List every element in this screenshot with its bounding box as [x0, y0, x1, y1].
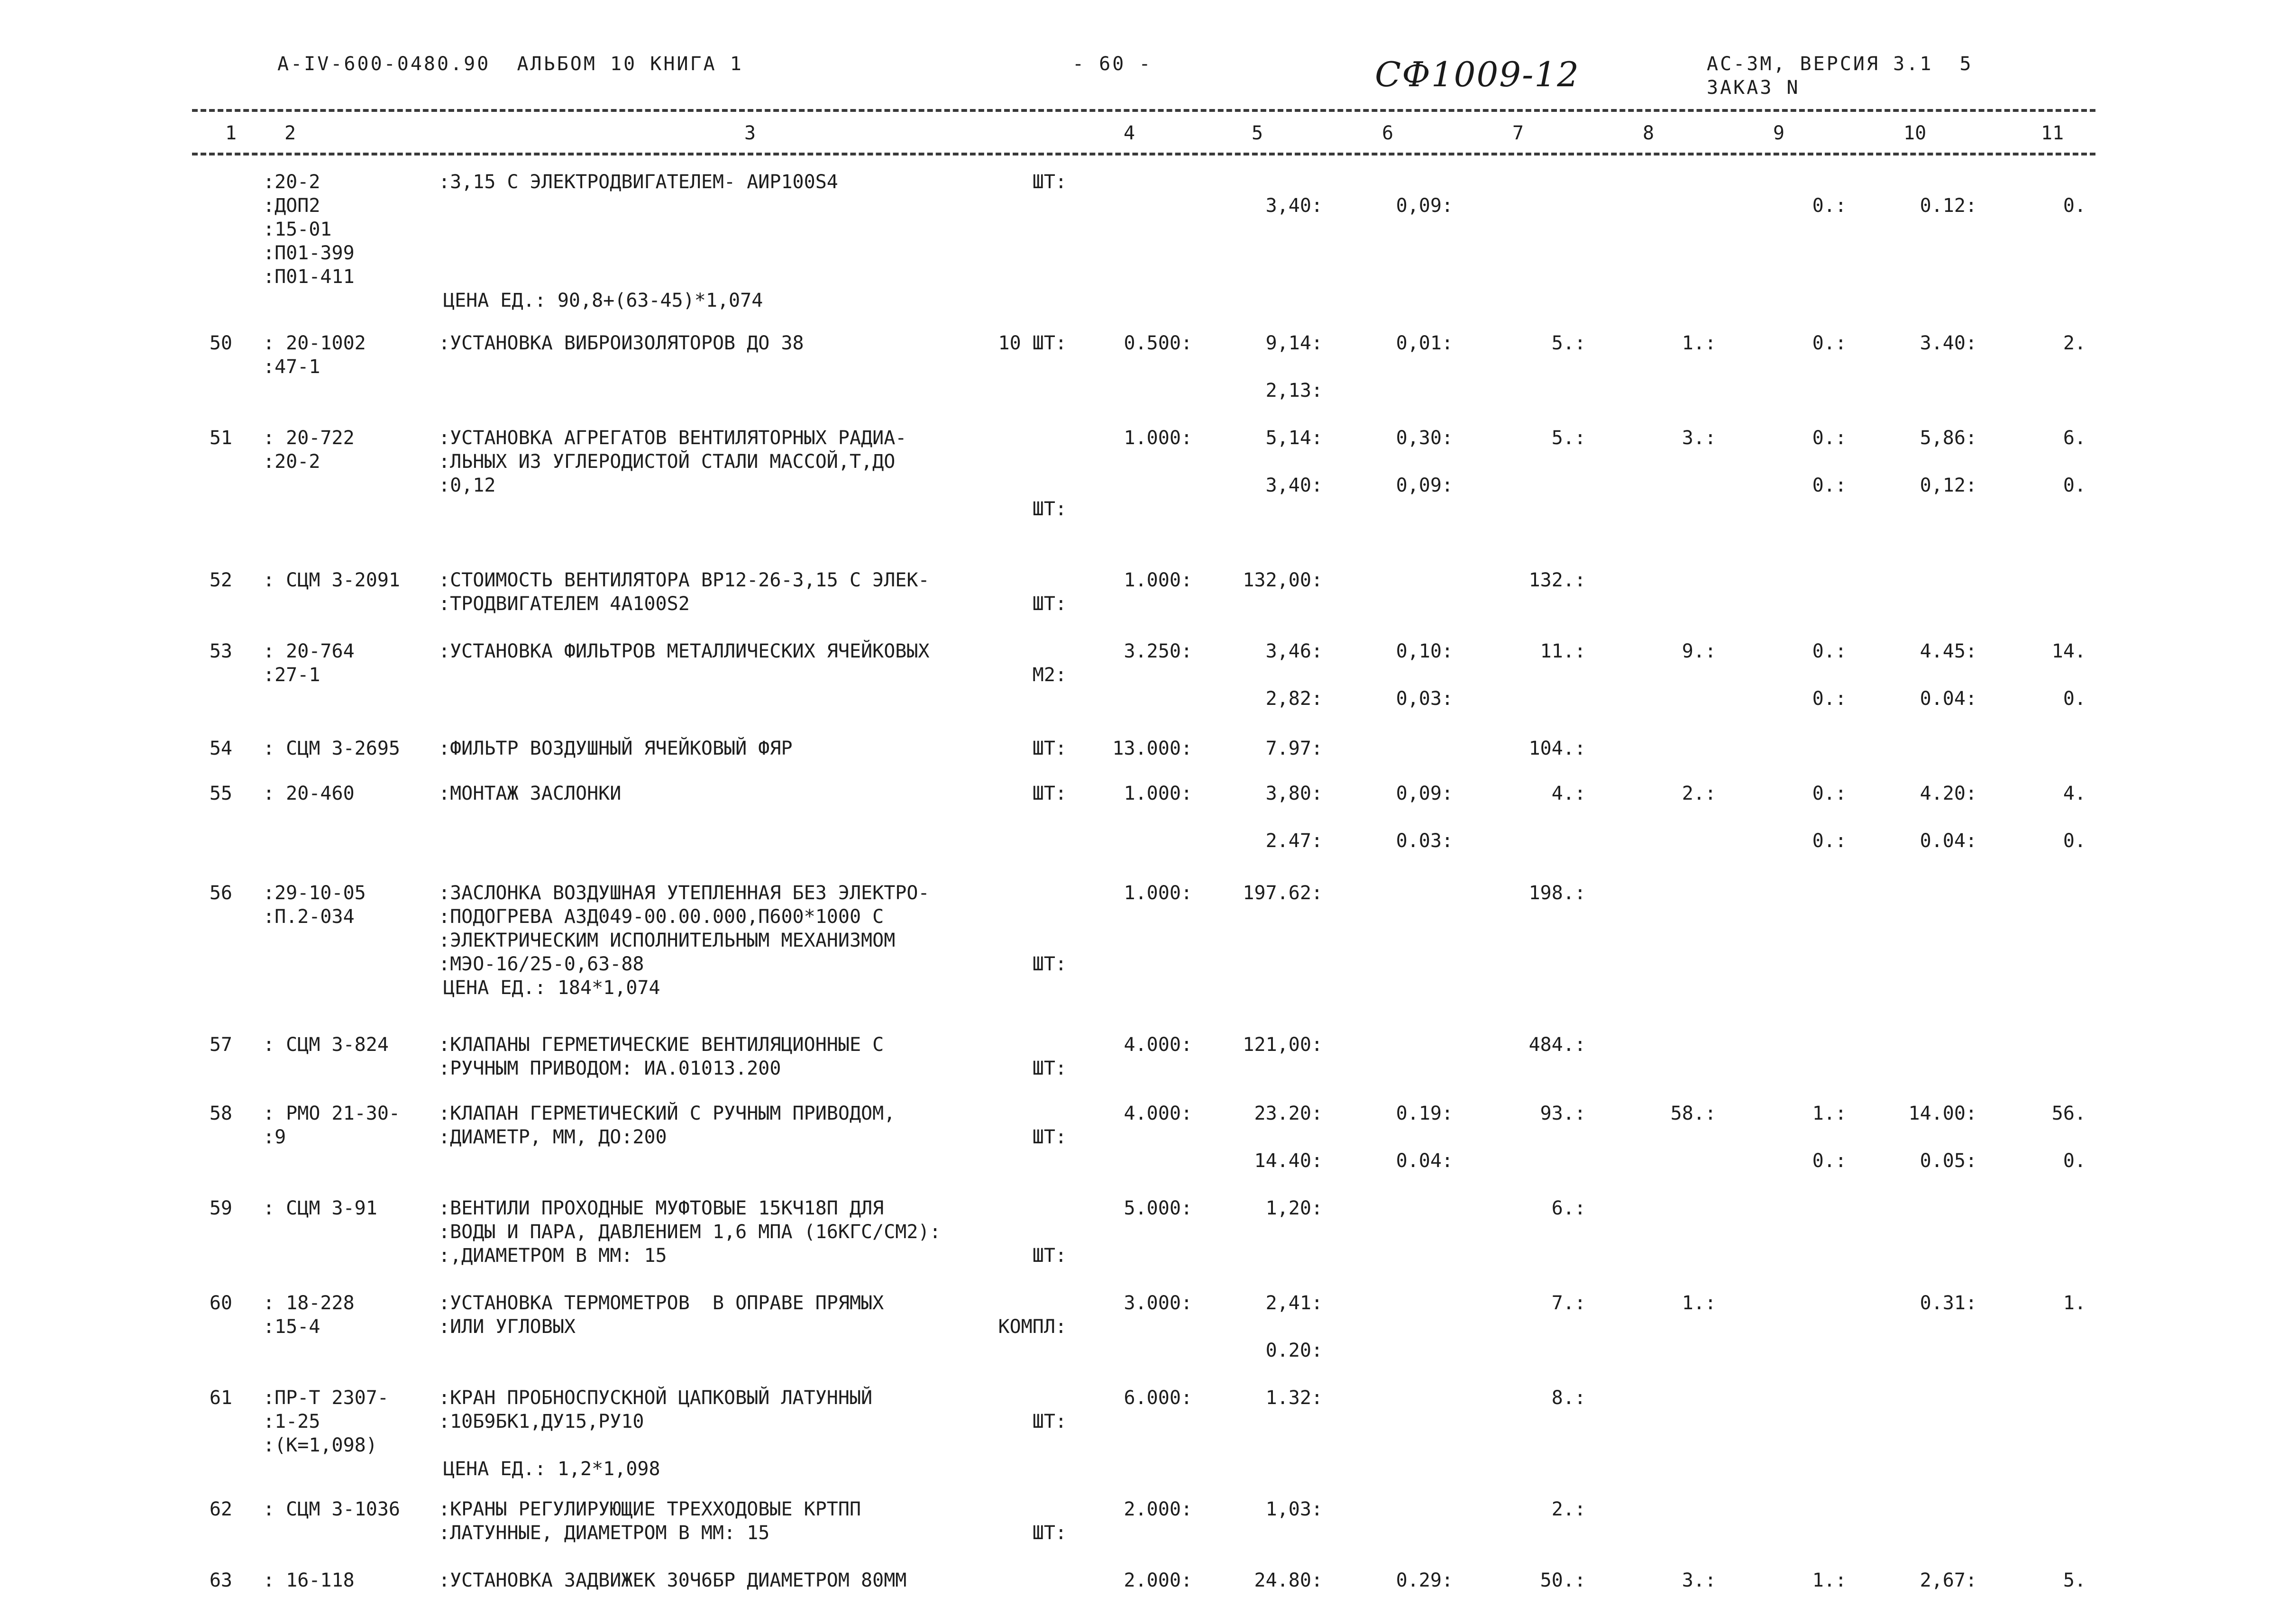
row-number: 60 [209, 1292, 232, 1314]
unit-cost: 24.80: [1254, 1569, 1323, 1591]
norm-code: : РМО 21-30- [263, 1103, 400, 1124]
column-number-5: 5 [1252, 122, 1263, 144]
unit-cost: 5,14: [1265, 427, 1323, 449]
norm-code: :15-01 [263, 219, 332, 240]
unit-cost: 1,03: [1265, 1498, 1323, 1520]
work-description: :ВОДЫ И ПАРА, ДАВЛЕНИЕМ 1,6 МПА (16КГС/СМ2): [439, 1221, 941, 1243]
norm-code: :47-1 [263, 356, 320, 378]
work-description: :0,12 [439, 474, 496, 496]
sub-machine-cost: 0.: [1812, 474, 1847, 496]
handwritten-code: СФ1009-12 [1375, 55, 1580, 94]
work-description: :ЛЬНЫХ ИЗ УГЛЕРОДИСТОЙ СТАЛИ МАССОЙ,Т,ДО [439, 451, 896, 473]
unit-of-measure: ШТ: [1032, 498, 1067, 520]
norm-code: : 18-228 [263, 1292, 355, 1314]
work-description: :КЛАПАНЫ ГЕРМЕТИЧЕСКИЕ ВЕНТИЛЯЦИОННЫЕ С [439, 1034, 884, 1056]
work-description: :ТРОДВИГАТЕЛЕМ 4А100S2 [439, 593, 690, 615]
column-number-11: 11 [2041, 122, 2064, 144]
column-number-6: 6 [1382, 122, 1394, 144]
row-number: 55 [209, 783, 232, 804]
norm-code: :П01-399 [263, 242, 355, 264]
unit-of-measure: ШТ: [1032, 1245, 1067, 1267]
total-cost: 50.: [1540, 1569, 1586, 1591]
total-labor: 4. [2063, 783, 2086, 804]
total-labor: 5. [2063, 1569, 2086, 1591]
row-number: 62 [209, 1498, 232, 1520]
machine-cost: 0.: [1812, 783, 1847, 804]
total-cost: 6.: [1551, 1197, 1586, 1219]
total-cost: 5.: [1551, 427, 1586, 449]
sub-unit-cost: 14.40: [1254, 1150, 1323, 1172]
unit-of-measure: 10 ШТ: [998, 332, 1067, 354]
work-description: :СТОИМОСТЬ ВЕНТИЛЯТОРА ВР12-26-3,15 С ЭЛЕК- [439, 569, 930, 591]
sub-total-labor: 0. [2063, 830, 2086, 852]
norm-code: :9 [263, 1126, 286, 1148]
unit-of-measure: ШТ: [1032, 171, 1067, 193]
unit-price-note: ЦЕНА ЕД.: 184*1,074 [443, 977, 660, 999]
norm-code: :П01-411 [263, 266, 355, 288]
labor-hours: 2,67: [1920, 1569, 1977, 1591]
work-description: :МОНТАЖ ЗАСЛОНКИ [439, 783, 622, 804]
sub-total-labor: 0. [2063, 1150, 2086, 1172]
sub-labor-hours: 0.04: [1920, 830, 1977, 852]
sub-labor-hours: 0,12: [1920, 474, 1977, 496]
unit-cost: 23.20: [1254, 1103, 1323, 1124]
sub-unit-cost: 3,40: [1265, 195, 1323, 217]
quantity: 1.000: [1124, 882, 1192, 904]
quantity: 1.000: [1124, 569, 1192, 591]
total-labor: 6. [2063, 427, 2086, 449]
total-cost: 104.: [1528, 738, 1586, 759]
total-labor: 1. [2063, 1292, 2086, 1314]
work-description: :УСТАНОВКА ТЕРМОМЕТРОВ В ОПРАВЕ ПРЯМЫХ [439, 1292, 884, 1314]
sub-wage-cost: 0,03: [1396, 688, 1453, 710]
norm-code: : 20-460 [263, 783, 355, 804]
row-number: 52 [209, 569, 232, 591]
norm-code: :20-2 [263, 451, 320, 473]
total-cost: 484.: [1528, 1034, 1586, 1056]
norm-code: :ДОП2 [263, 195, 320, 217]
work-description: :ЛАТУННЫЕ, ДИАМЕТРОМ В ММ: 15 [439, 1522, 770, 1544]
norm-code: : СЦМ 3-2091 [263, 569, 400, 591]
quantity: 3.000: [1124, 1292, 1192, 1314]
norm-code: :20-2 [263, 171, 320, 193]
sub-total-labor: 0. [2063, 195, 2086, 217]
wage-cost: 0.29: [1396, 1569, 1453, 1591]
sub-unit-cost: 2,82: [1265, 688, 1323, 710]
norm-code: : 20-764 [263, 640, 355, 662]
total-wage: 9.: [1682, 640, 1716, 662]
work-description: :,ДИАМЕТРОМ В ММ: 15 [439, 1245, 667, 1267]
row-number: 58 [209, 1103, 232, 1124]
unit-of-measure: ШТ: [1032, 1058, 1067, 1079]
total-labor: 56. [2051, 1103, 2086, 1124]
column-number-7: 7 [1512, 122, 1524, 144]
unit-cost: 9,14: [1265, 332, 1323, 354]
norm-code: :15-4 [263, 1316, 320, 1338]
sub-machine-cost: 0.: [1812, 195, 1847, 217]
total-cost: 11.: [1540, 640, 1586, 662]
quantity: 4.000: [1124, 1103, 1192, 1124]
unit-of-measure: ШТ: [1032, 1126, 1067, 1148]
album-reference: А-IV-600-0480.90 АЛЬБОМ 10 КНИГА 1 [277, 53, 743, 75]
unit-price-note: ЦЕНА ЕД.: 90,8+(63-45)*1,074 [443, 290, 763, 311]
work-description: :ПОДОГРЕВА АЗД049-00.00.000,П600*1000 С [439, 906, 884, 928]
labor-hours: 14.00: [1908, 1103, 1977, 1124]
labor-hours: 0.31: [1920, 1292, 1977, 1314]
order-number: ЗАКАЗ N [1707, 77, 1800, 99]
work-description: :10Б9БК1,ДУ15,РУ10 [439, 1411, 644, 1432]
quantity: 3.250: [1124, 640, 1192, 662]
unit-cost: 197.62: [1243, 882, 1323, 904]
sub-wage-cost: 0.04: [1396, 1150, 1453, 1172]
total-cost: 5.: [1551, 332, 1586, 354]
wage-cost: 0,01: [1396, 332, 1453, 354]
wage-cost: 0,09: [1396, 783, 1453, 804]
labor-hours: 4.20: [1920, 783, 1977, 804]
machine-cost: 1.: [1812, 1569, 1847, 1591]
sub-unit-cost: 3,40: [1265, 474, 1323, 496]
work-description: :УСТАНОВКА АГРЕГАТОВ ВЕНТИЛЯТОРНЫХ РАДИА- [439, 427, 907, 449]
norm-code: : 20-1002 [263, 332, 366, 354]
total-labor: 14. [2051, 640, 2086, 662]
unit-cost: 2,41: [1265, 1292, 1323, 1314]
work-description: :3,15 С ЭЛЕКТРОДВИГАТЕЛЕМ- АИР100S4 [439, 171, 838, 193]
work-description: :ВЕНТИЛИ ПРОХОДНЫЕ МУФТОВЫЕ 15КЧ18П ДЛЯ [439, 1197, 884, 1219]
total-wage: 3.: [1682, 427, 1716, 449]
sub-machine-cost: 0.: [1812, 830, 1847, 852]
quantity: 1.000: [1124, 783, 1192, 804]
quantity: 2.000: [1124, 1498, 1192, 1520]
norm-code: : СЦМ 3-91 [263, 1197, 377, 1219]
machine-cost: 0.: [1812, 332, 1847, 354]
norm-code: :П.2-034 [263, 906, 355, 928]
column-number-2: 2 [284, 122, 296, 144]
sub-wage-cost: 0,09: [1396, 474, 1453, 496]
labor-hours: 5,86: [1920, 427, 1977, 449]
row-number: 54 [209, 738, 232, 759]
work-description: :РУЧНЫМ ПРИВОДОМ: ИА.01013.200 [439, 1058, 781, 1079]
unit-cost: 7.97: [1265, 738, 1323, 759]
norm-code: :27-1 [263, 664, 320, 686]
unit-cost: 121,00: [1243, 1034, 1323, 1056]
row-number: 59 [209, 1197, 232, 1219]
work-description: :ЗАСЛОНКА ВОЗДУШНАЯ УТЕПЛЕННАЯ БЕЗ ЭЛЕКТРО- [439, 882, 930, 904]
total-cost: 93.: [1540, 1103, 1586, 1124]
unit-of-measure: ШТ: [1032, 1411, 1067, 1432]
work-description: :ИЛИ УГЛОВЫХ [439, 1316, 576, 1338]
sub-total-labor: 0. [2063, 688, 2086, 710]
sub-wage-cost: 0,09: [1396, 195, 1453, 217]
quantity: 6.000: [1124, 1387, 1192, 1409]
work-description: :УСТАНОВКА ВИБРОИЗОЛЯТОРОВ ДО 38 [439, 332, 804, 354]
wage-cost: 0,30: [1396, 427, 1453, 449]
norm-code: :ПР-Т 2307- [263, 1387, 389, 1409]
row-number: 51 [209, 427, 232, 449]
column-number-10: 10 [1903, 122, 1927, 144]
row-number: 50 [209, 332, 232, 354]
unit-of-measure: КОМПЛ: [998, 1316, 1067, 1338]
unit-cost: 1.32: [1265, 1387, 1323, 1409]
quantity: 13.000: [1112, 738, 1192, 759]
total-wage: 3.: [1682, 1569, 1716, 1591]
machine-cost: 0.: [1812, 640, 1847, 662]
sub-machine-cost: 0.: [1812, 688, 1847, 710]
total-cost: 4.: [1551, 783, 1586, 804]
labor-hours: 4.45: [1920, 640, 1977, 662]
unit-of-measure: ШТ: [1032, 738, 1067, 759]
norm-code: : СЦМ 3-1036 [263, 1498, 400, 1520]
work-description: :ФИЛЬТР ВОЗДУШНЫЙ ЯЧЕЙКОВЫЙ ФЯР [439, 738, 793, 759]
work-description: :КРАНЫ РЕГУЛИРУЮЩИЕ ТРЕХХОДОВЫЕ КРТПП [439, 1498, 861, 1520]
unit-of-measure: М2: [1032, 664, 1067, 686]
work-description: :УСТАНОВКА ЗАДВИЖЕК 30Ч6БР ДИАМЕТРОМ 80ММ [439, 1569, 907, 1591]
quantity: 1.000: [1124, 427, 1192, 449]
total-wage: 1.: [1682, 332, 1716, 354]
row-number: 57 [209, 1034, 232, 1056]
unit-cost: 3,80: [1265, 783, 1323, 804]
column-number-3: 3 [744, 122, 756, 144]
norm-code: :(К=1,098) [263, 1434, 377, 1456]
sub-wage-cost: 0.03: [1396, 830, 1453, 852]
sub-unit-cost: 2,13: [1265, 380, 1323, 401]
row-number: 63 [209, 1569, 232, 1591]
column-number-9: 9 [1773, 122, 1785, 144]
norm-code: : СЦМ 3-2695 [263, 738, 400, 759]
unit-price-note: ЦЕНА ЕД.: 1,2*1,098 [443, 1458, 660, 1480]
sub-unit-cost: 2.47: [1265, 830, 1323, 852]
work-description: :ДИАМЕТР, ММ, ДО:200 [439, 1126, 667, 1148]
total-wage: 2.: [1682, 783, 1716, 804]
work-description: :ЭЛЕКТРИЧЕСКИМ ИСПОЛНИТЕЛЬНЫМ МЕХАНИЗМОМ [439, 930, 896, 951]
unit-cost: 1,20: [1265, 1197, 1323, 1219]
sub-machine-cost: 0.: [1812, 1150, 1847, 1172]
total-wage: 58.: [1670, 1103, 1716, 1124]
wage-cost: 0,10: [1396, 640, 1453, 662]
total-wage: 1.: [1682, 1292, 1716, 1314]
quantity: 5.000: [1124, 1197, 1192, 1219]
norm-code: : СЦМ 3-824 [263, 1034, 389, 1056]
quantity: 0.500: [1124, 332, 1192, 354]
norm-code: : 20-722 [263, 427, 355, 449]
sub-total-labor: 0. [2063, 474, 2086, 496]
work-description: :КРАН ПРОБНОСПУСКНОЙ ЦАПКОВЫЙ ЛАТУННЫЙ [439, 1387, 873, 1409]
machine-cost: 0.: [1812, 427, 1847, 449]
page-number: - 60 - [1072, 53, 1153, 75]
quantity: 2.000: [1124, 1569, 1192, 1591]
work-description: :КЛАПАН ГЕРМЕТИЧЕСКИЙ С РУЧНЫМ ПРИВОДОМ, [439, 1103, 896, 1124]
sub-unit-cost: 0.20: [1265, 1340, 1323, 1361]
sub-labor-hours: 0.12: [1920, 195, 1977, 217]
row-number: 61 [209, 1387, 232, 1409]
unit-cost: 132,00: [1243, 569, 1323, 591]
machine-cost: 1.: [1812, 1103, 1847, 1124]
column-number-1: 1 [225, 122, 237, 144]
sub-labor-hours: 0.04: [1920, 688, 1977, 710]
total-cost: 8.: [1551, 1387, 1586, 1409]
column-number-4: 4 [1124, 122, 1135, 144]
total-cost: 132.: [1528, 569, 1586, 591]
total-cost: 7.: [1551, 1292, 1586, 1314]
unit-of-measure: ШТ: [1032, 783, 1067, 804]
labor-hours: 3.40: [1920, 332, 1977, 354]
row-number: 53 [209, 640, 232, 662]
norm-code: :29-10-05 [263, 882, 366, 904]
unit-of-measure: ШТ: [1032, 953, 1067, 975]
norm-code: :1-25 [263, 1411, 320, 1432]
unit-cost: 3,46: [1265, 640, 1323, 662]
column-number-8: 8 [1643, 122, 1655, 144]
work-description: :МЭО-16/25-0,63-88 [439, 953, 644, 975]
unit-of-measure: ШТ: [1032, 1522, 1067, 1544]
unit-of-measure: ШТ: [1032, 593, 1067, 615]
norm-code: : 16-118 [263, 1569, 355, 1591]
wage-cost: 0.19: [1396, 1103, 1453, 1124]
sub-labor-hours: 0.05: [1920, 1150, 1977, 1172]
total-cost: 2.: [1551, 1498, 1586, 1520]
total-labor: 2. [2063, 332, 2086, 354]
quantity: 4.000: [1124, 1034, 1192, 1056]
total-cost: 198.: [1528, 882, 1586, 904]
row-number: 56 [209, 882, 232, 904]
work-description: :УСТАНОВКА ФИЛЬТРОВ МЕТАЛЛИЧЕСКИХ ЯЧЕЙКОВЫХ [439, 640, 930, 662]
program-version: АС-3М, ВЕРСИЯ 3.1 5 [1707, 53, 1973, 75]
